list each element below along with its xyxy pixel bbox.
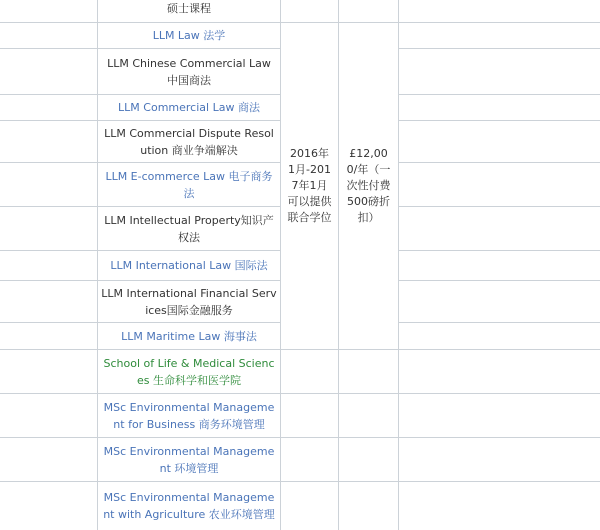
program-name-cell[interactable]: MSc Environmental Management 环境管理 [103, 444, 275, 475]
row-divider [398, 48, 600, 49]
row-divider [398, 250, 600, 251]
program-name-cell[interactable]: LLM Maritime Law 海事法 [121, 329, 257, 343]
row-divider [280, 393, 600, 394]
fee-cell: £12,000/年（一次性付费500磅折扣） [346, 147, 391, 224]
row-divider [280, 437, 600, 438]
program-name-cell[interactable]: LLM International Law 国际法 [110, 259, 268, 272]
program-name-cell: LLM Commercial Dispute Resolution 商业争端解决 [104, 126, 274, 157]
row-divider [398, 94, 600, 95]
program-name-cell: 硕士课程 [167, 2, 211, 15]
row-divider [398, 120, 600, 121]
program-name-cell: LLM Chinese Commercial Law 中国商法 [107, 56, 271, 87]
row-divider [398, 280, 600, 281]
program-name-cell[interactable]: LLM E-commerce Law 电子商务法 [105, 169, 273, 200]
program-name-cell[interactable]: MSc Environmental Management with Agriculture 农业环境管理 [103, 491, 275, 521]
date-cell: 2016年1月-2017年1月 可以提供联合学位 [287, 147, 332, 224]
row-divider [280, 349, 600, 350]
program-name-cell[interactable]: LLM Law 法学 [152, 29, 226, 42]
program-name-cell: LLM Intellectual Property知识产权法 [104, 213, 274, 244]
school-name-cell[interactable]: School of Life & Medical Sciences 生命科学和医学院 [103, 356, 275, 387]
row-divider [398, 206, 600, 207]
row-divider [280, 481, 600, 482]
program-name-cell[interactable]: LLM Commercial Law 商法 [118, 101, 260, 114]
row-divider [398, 322, 600, 323]
program-name-cell: LLM International Financial Services国际金融服务 [101, 286, 277, 317]
program-name-cell[interactable]: MSc Environmental Management for Business 商务环境管理 [103, 400, 275, 431]
column-divider [398, 0, 399, 530]
row-divider [398, 162, 600, 163]
